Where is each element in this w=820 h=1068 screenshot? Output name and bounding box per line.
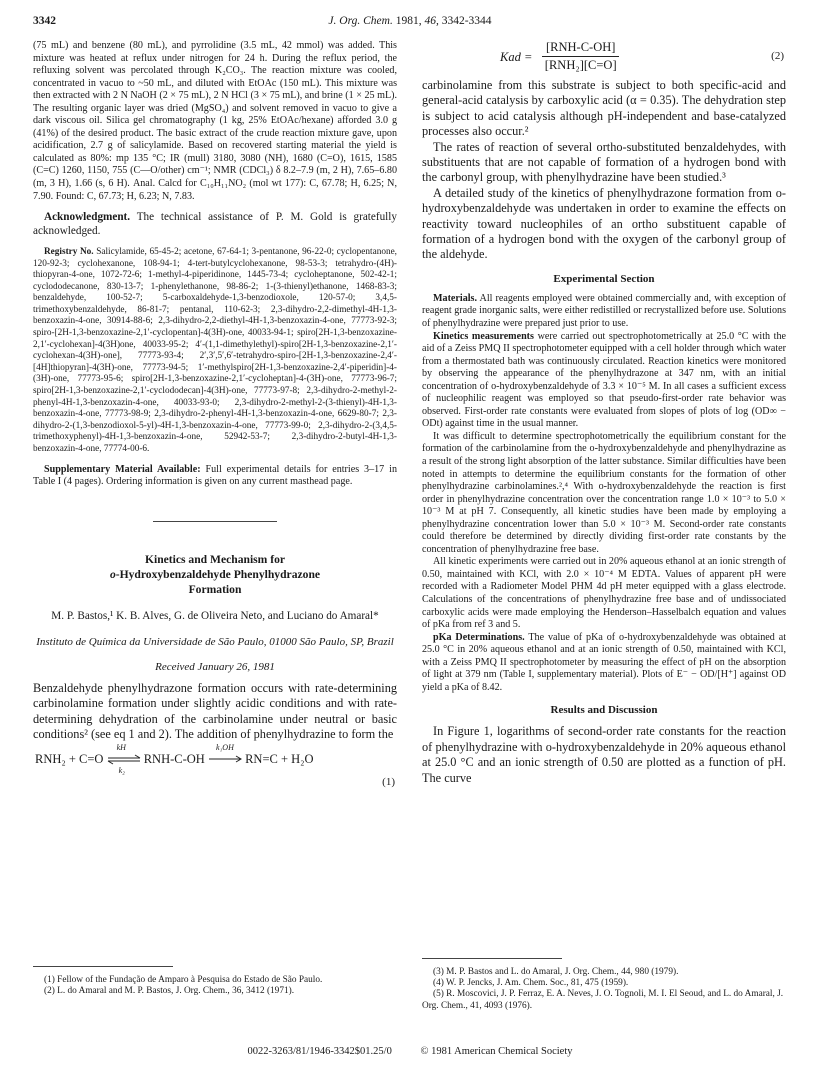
equation-2: [422, 40, 786, 78]
conditions-paragraph: All kinetic experiments were carried out in 20% aqueous ethanol at an ionic strength of 0.50, maintained with KCl, with 2.0 × 10⁻⁴ M EDTA. Values of apparent pH were recorded with a Radiometer Model PHM 4d pH meter equipped with a glass electrode. Calculations of the concentrations of phenylhydrazine free base and of undissociated carboxylic acids were made employing the Henderson–Hasselbalch equation and values of pKa from ref 3 and 5.: [422, 556, 786, 631]
eq1-number: (1): [382, 776, 395, 789]
journal-year: 1981,: [395, 15, 422, 27]
pka-label: pKa Determinations.: [433, 631, 525, 643]
materials-paragraph: [422, 293, 786, 331]
kinetics-paragraph: [422, 331, 786, 431]
journal-name: J. Org. Chem.: [328, 15, 393, 27]
footnote-3: (3) M. P. Bastos and L. do Amaral, J. Org. Chem., 44, 980 (1979).: [433, 967, 679, 977]
copyright: © 1981 American Chemical Society: [420, 1046, 573, 1057]
eq1-rate-k2: k₂: [118, 766, 125, 776]
title-italic-prefix: o: [109, 567, 116, 581]
right-footnotes: [422, 958, 786, 1012]
eq2-number: (2): [771, 50, 784, 62]
equation-1: [33, 743, 397, 789]
experimental-heading: Experimental Section: [553, 272, 655, 285]
eq1-forward-arrow: [208, 743, 242, 765]
equilibrium-paragraph: It was difficult to determine spectrophotometrically the equilibrium constant for the formation of the carbinolamine from the o-hydroxybenzaldehyde and phenylhydrazine as a result of the strong light absorption of the latter substance. Similar difficulties have been noted in attempts to determine the equilibrium constants for the formation of other phenylhydrazine carbinolamines.²,⁴ With o-hydroxybenzaldehyde the reaction is first order in phenylhydrazine concentration over the concentration range 1.0 × 10⁻³ to 5.0 × 10⁻³ M at pH 7. Consequently, all kinetic studies have been made by employing a phenylhydrazine concentration lower than 5.0 × 10⁻³ M. Second-order rate constants could therefore be determined by directly dividing first-order rate constants by the concentration of phenylhydrazine free base.: [422, 430, 786, 555]
title-line-2-text: -Hydroxybenzaldehyde Phenylhydrazone: [115, 567, 321, 581]
intro-paragraph-3: A detailed study of the kinetics of phenylhydrazone formation from o-hydroxybenzaldehyde was undertaken in order to examine the effects on reactivity toward nucleophiles of an ortho substituent capable of formation of a hydrogen bond with the oxygen of the carbonyl group of the aldehyde.: [422, 185, 786, 262]
left-footnotes: [33, 966, 397, 997]
authors: M. P. Bastos,¹ K. B. Alves, G. de Oliveira Neto, and Luciano do Amaral*: [51, 609, 379, 622]
institution: Instituto de Química da Universidade de São Paulo, 01000 São Paulo, SP, Brazil: [36, 635, 394, 648]
running-header: [33, 15, 787, 31]
footnote-5: (5) R. Moscovici, J. P. Ferraz, E. A. Neves, J. O. Tognoli, M. I. El Seoud, and L. do Amaral, J. Org. Chem., 41, 4093 (1976).: [422, 989, 784, 1011]
intro-paragraph-2: The rates of reaction of several ortho-substituted benzaldehydes, with substituents that are not capable of formation of a hydrogen bond with the carbonyl group, with phenylhydrazine have been studied.³: [422, 139, 786, 185]
materials-label: Materials.: [433, 292, 478, 304]
registry-label: Registry No.: [44, 246, 94, 257]
footnote-4: (4) W. P. Jencks, J. Am. Chem. Soc., 81, 475 (1959).: [433, 978, 629, 989]
results-paragraph: In Figure 1, logarithms of second-order rate constants for the reaction of phenylhydrazine with o-hydroxybenzaldehyde in 20% aqueous ethanol at 25.0 °C and an ionic strength of 0.50 are plotted as a function of pH. The curve: [422, 724, 786, 785]
registry-text: Salicylamide, 65-45-2; acetone, 67-64-1; 3-pentanone, 96-22-0; cyclopentanone, 120-92-3; cyclohexanone, 108-94-1; 4-tert-butylcyclohexanone, 98-53-3; tetrahydro-(4H)-thiopyran-4-one, 1072-72-6; 1-methyl-4-piperidinone, 1445-73-4; cycloheptanone, 502-42-1; cyclododecanone, 830-13-7; 1-phenylethanone, 98-86-2; 1-(3-thienyl)ethanone, 1468-83-3; benzaldehyde, 100-52-7; 5-carboxaldehyde-1,3-benzodioxole, 120-57-0; 3,4,5-trimethoxybenzaldehyde, 86-81-7; pentanal, 110-62-3; 2,3-dihydro-2,2-dimethyl-4H-1,3-benzoxazin-4-one, 30914-88-6; 2,3-dihydro-2,2-diethyl-4H-1,3-benzoxazin-4-one, 77773-92-3; spiro-[2H-1,3-benzoxazine-2,1′-cyclopentan]-4(3H)-one, 40033-94-1; spiro[2H-1,3-benzoxazine-2,1′-cyclohexan]-4(3H)one, 40033-95-2; 4′-(1,1-dimethylethyl)-spiro[2H-1,3-benzoxazine-2,1′-cyclohexan-4(3H)-one], 77773-93-4; 2′,3′,5′,6′-tetrahydro-spiro-[2H-1,3-benzoxazine-2,4′-[4H]thiopyran]-4(3H)-one, 77773-94-5; 1′-methylspiro[2H-1,3-benzoxazine-2,4′-piperidin]-4-(3H)-one, 77773-95-6; spiro[2H-1,3-benzoxazine-2,1′-cycloheptan]-4-(3H)-one, 77773-96-7; spiro[2H-1,3-benzoxazine-2,1′-cyclododecan]-4(3H)-one, 77773-97-8; 2,3-dihydro-2-methyl-2-phenyl-4H-1,3-benzoxazin-4-one, 40033-93-0; 2,3-dihydro-2-methyl-2-(3-thienyl)-4H-1,3-benzoxazin-4-one, 77773-98-9; 2,3-dihydro-2-phenyl-4H-1,3-benzoxazin-4-one, 6629-80-7; 2,3-dihydro-2-(1,3-benzodioxol-5-yl)-4H-1,3-benzoxazin-4-one, 77773-99-0; 2,3-dihydro-2-(3,4,5-trimethoxyphenyl)-4H-1,3-benzoxazin-4-one, 52942-53-7; 2,3-dihydro-2-butyl-4H-1,3-benzoxazin-4-one, 77774-00-6.: [33, 246, 397, 455]
right-column: [422, 40, 786, 786]
supplementary-material: [33, 464, 397, 489]
pka-text: The value of pKa of o-hydroxybenzaldehyde was obtained at 25.0 °C in 20% aqueous ethanol and at an ionic strength of 0.50, maintained with KCl, with a Zeiss PMQ II spectrophotometer by measuring the effect of pH on the absorption of light at 379 nm (Table I, supplementary material). Plots of E⁻ − OD/[H⁺] against OD yield a pKa of 8.42.: [422, 631, 786, 693]
footnote-2: (2) L. do Amaral and M. P. Bastos, J. Org. Chem., 36, 3412 (1971).: [44, 986, 295, 997]
eq2-denominator: [RNH₂][C=O]: [544, 58, 617, 72]
article-title: [33, 552, 397, 597]
abstract: Benzaldehyde phenylhydrazone formation occurs with rate-determining carbinolamine formation under slightly acidic conditions and with rate-determining dehydration of the carbinolamine under neutral or basic conditions² (see eq 1 and 2). The addition of phenylhydrazine to form the: [33, 680, 397, 741]
eq1-products: RN=C + H₂O: [245, 752, 314, 767]
article-separator: [153, 521, 277, 522]
acknowledgment-text: The technical assistance of P. M. Gold is gratefully acknowledged.: [33, 211, 397, 238]
issn-code: 0022-3263/81/1946-3342$01.25/0: [247, 1046, 392, 1057]
journal-volume: 46,: [424, 15, 439, 27]
supplementary-label: Supplementary Material Available:: [44, 463, 201, 475]
left-column: [33, 40, 397, 789]
eq2-fraction: [542, 40, 619, 73]
intro-paragraph-1: carbinolamine from this substrate is subject to both specific-acid and general-acid catalysis by carboxylic acid (α = 0.35). The dehydration step is subject to acid catalysis although pH-independent and base-catalyzed processes also occur.²: [422, 78, 786, 139]
title-line-2: [33, 567, 397, 582]
eq1-rate-k1: kH: [116, 743, 126, 753]
acknowledgment-label: Acknowledgment.: [44, 211, 131, 224]
experimental-continuation: (75 mL) and benzene (80 mL), and pyrrolidine (3.5 mL, 42 mmol) was added. This mixture was heated at reflux under nitrogen for 24 h. During the reflux period, the refluxing solvent was percolated through K₂CO₃. The reaction mixture was cooled, concentrated in vacuo to ~50 mL, and diluted with EtOAc (150 mL). This mixture was then extracted with 2 N NaOH (2 × 75 mL), 2 N HCl (3 × 75 mL), and brine (1 × 25 mL). The resulting organic layer was dried (MgSO₄) and solvent removed in vacuo to give a dark viscous oil. Silica gel chromatography (1 kg, 25% EtOAc/hexane) afforded 3.0 g (41%) of the desired product. The basic extract of the crude reaction mixture gave, upon acidification, 2.7 g of salicylamide. Based on recovered starting material the yield is calculated as 80%: mp 135 °C; IR (mull) 3180, 3080 (NH), 1680 (C=O), 1615, 1585 (C=C) 1260, 1150, 755 (C—O/other) cm⁻¹; NMR (CDCl₃) δ 8.2–7.9 (m, 2 H), 7.65–6.80 (m, 3 H), 1.66 (s, 6 H). Anal. Calcd for C₁₀H₁₁NO₂ (mol wt 177): C, 67.78; H, 6.25; N, 7.90. Found: C, 67.73; H, 6.23; N, 7.83.: [33, 40, 397, 202]
eq1-reactants: RNH₂ + C=O: [35, 752, 104, 767]
eq1-equilibrium-arrow: [107, 743, 141, 776]
title-line-3: Formation: [188, 582, 242, 596]
results-heading: Results and Discussion: [550, 704, 658, 717]
eq2-lhs: Kad =: [500, 50, 533, 64]
supplementary-text: Full experimental details for entries 3–17 in Table I (4 pages). Ordering information is given on any current masthead page.: [33, 463, 397, 488]
footnote-1: (1) Fellow of the Fundação de Amparo à Pesquisa do Estado de São Paulo.: [44, 975, 323, 985]
kinetics-text: were carried out spectrophotometrically at 25.0 °C with the aid of a Zeiss PMQ II spectrophotometer equipped with a cell holder through which water from a thermostated bath was continuously circulated. Reaction kinetics were monitored by observing the appearance of the phenylhydrazone at 347 nm, with an initial concentration of o-hydroxybenzaldehyde of 3.3 × 10⁻⁵ M. In all cases a sufficient excess of nucleophilic reagent was employed so that pseudo-first-order rate behavior was observed. First-order rate constants were evaluated from slopes of plots of log (OD∞ − ODt) against time in the usual manner.: [422, 330, 786, 430]
eq1-carbinolamine: RNH-C-OH: [143, 752, 205, 767]
eq2-numerator: [RNH-C-OH]: [542, 40, 619, 57]
registry-numbers: [33, 247, 397, 456]
title-line-1: Kinetics and Mechanism for: [144, 552, 286, 566]
acknowledgment: [33, 211, 397, 239]
materials-text: All reagents employed were obtained commercially and, with exception of reagent grade inorganic salts, were either redistilled or recrystallized before use. Solutions of phenylhydrazine were prepared just prior to use.: [422, 292, 786, 329]
journal-pages: 3342-3344: [441, 15, 492, 27]
pka-paragraph: [422, 632, 786, 695]
kinetics-label: Kinetics measurements: [433, 330, 534, 342]
journal-citation: [33, 15, 787, 27]
page-footer: [0, 1046, 820, 1057]
eq1-rate-k3: k₁OH: [215, 743, 234, 753]
page-number: 3342: [33, 15, 56, 27]
received-date: Received January 26, 1981: [155, 660, 275, 673]
